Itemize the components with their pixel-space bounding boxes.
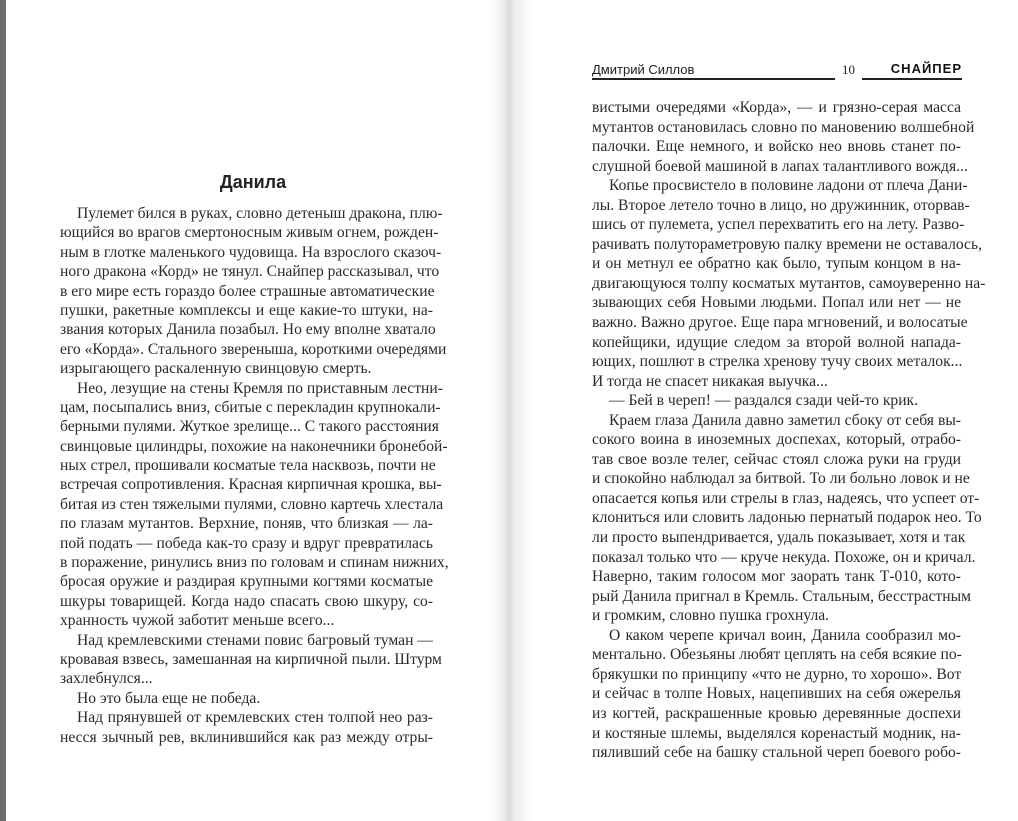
text-line: вистыми очередями «Корда», — и грязно-серая масса: [592, 99, 961, 116]
text-line: пой подать — победа как-то сразу и вдруг превратилась: [60, 534, 433, 552]
text-line: Над кремлевскими стенами повис багровый туман —: [77, 631, 433, 649]
text-line: опасается копья или стрелы в глаз, надеясь, что успеет от-: [592, 489, 980, 507]
text-line: кровавая взвесь, замешанная на кирпичной пыли. Штурм: [60, 650, 442, 668]
text-line: ного дракона «Корд» не тянул. Снайпер рассказывал, что: [60, 263, 440, 281]
text-line: его «Корда». Стального звереныша, короткими очередями: [60, 340, 447, 358]
text-line: Копье просвистело в половине ладони от плеча Дани-: [609, 177, 968, 195]
header-rule: [592, 78, 835, 80]
text-line: сокого воина в иноземных доспехах, который, отрабо-: [592, 431, 961, 449]
paragraph: [592, 98, 975, 176]
text-line: и сейчас в толпе Новых, нацепивших на себя ожерелья: [592, 685, 961, 703]
text-line: палочки. Еще немного, и войско нео вновь станет по-: [592, 138, 961, 156]
text-line: копейщики, идущие следом за второй волной напада-: [592, 333, 961, 351]
text-line: ли просто выпендривается, удаль показывает, хотя и так: [592, 529, 966, 547]
text-line: и костяные шлемы, выделялся коренастый модник, на-: [592, 724, 961, 742]
text-line: цам, посыпались вниз, сбитые с перекладин крупнокали-: [60, 398, 441, 416]
text-line: шкуры товарищей. Когда надо спасать свою шкуру, со-: [60, 592, 433, 610]
text-line: звания которых Данила позабыл. Но ему вполне хватало: [60, 321, 436, 339]
paragraph: [592, 626, 961, 763]
text-line: ющийся во врагов смертоносным живым огнем, рожден-: [60, 224, 439, 242]
running-header: [592, 60, 962, 80]
header-book-title: СНАЙПЕР: [890, 61, 962, 76]
text-line: тав свое возле телег, сейчас стоял сложа руки на груди: [592, 450, 961, 468]
text-line: захлебнулся...: [60, 670, 153, 688]
text-line: хранность чужой заботит меньше всего...: [60, 612, 335, 630]
text-line: битая из стен тяжелыми пулями, словно картечь хлестала: [60, 495, 444, 513]
text-line: Краем глаза Данила давно заметил сбоку от себя вы-: [609, 411, 961, 429]
text-line: ментально. Обезьяны любят цеплять на себя всякие по-: [592, 646, 962, 664]
text-line: по глазам мутантов. Верхние, поняв, что близкая — ла-: [60, 515, 433, 533]
text-line: несся зычный рев, вклинившийся как раз между отры-: [60, 728, 433, 746]
paragraph: [592, 411, 982, 626]
text-line: берными пулями. Жуткое зрелище... С такого расстояния: [60, 418, 439, 436]
text-line: Нео, лезущие на стены Кремля по приставным лестни-: [77, 379, 443, 397]
text-line: рый Данила пригнал в Кремль. Стальным, бесстрастным: [592, 587, 971, 605]
text-line: из когтей, раскрашенные кровью деревянные доспехи: [592, 704, 961, 722]
text-line: ным в глотке маленького чудовища. На взрослого сказоч-: [60, 243, 442, 261]
header-author: Дмитрий Силлов: [592, 62, 695, 77]
paragraph: [60, 708, 433, 747]
paragraph: [592, 391, 961, 411]
paragraph: [60, 631, 442, 689]
text-line: Наверно, таким голосом мог заорать танк Т-010, кото-: [592, 568, 961, 586]
text-line: в его мире есть гораздо более страшные автоматические: [60, 282, 435, 300]
text-line: и он метнул ее обратно как было, тупым концом в на-: [592, 255, 961, 273]
paragraph: [60, 204, 447, 379]
text-line: Над прянувшей от кремлевских стен толпой нео раз-: [77, 709, 433, 727]
header-rule: [862, 78, 962, 80]
text-line: брякушки по принципу «что не дурно, то хорошо». Вот: [592, 665, 962, 683]
text-line: Пулемет бился в руках, словно детеныш дракона, плю-: [77, 205, 443, 222]
text-line: бросая оружие и раздирая крупными когтями косматые: [60, 573, 433, 591]
text-line: двигающуюся толпу косматых мутантов, самоуверенно на-: [592, 274, 986, 292]
text-line: и громким, словно пушка грохнула.: [592, 607, 830, 625]
chapter-title: Данила: [219, 172, 287, 192]
text-line: важно. Важно другое. Еще пара мгновений, и волосатые: [592, 314, 968, 332]
text-line: клониться или словить ладонью пернатый подарок нео. То: [592, 509, 982, 527]
text-line: О каком черепе кричал воин, Данила сообразил мо-: [609, 626, 961, 644]
paragraph: [592, 176, 986, 391]
text-line: лы. Второе летело точно в лицо, но дружинник, оторвав-: [592, 196, 970, 214]
text-line: рачивать полутораметровую палку времени не оставалось,: [592, 235, 982, 253]
text-line: Но это была еще не победа.: [77, 689, 261, 707]
paragraph: [60, 379, 449, 631]
text-line: И тогда не спасет никакая выучка...: [592, 372, 828, 390]
text-line: мутантов остановилась словно по мановению волшебной: [592, 118, 975, 136]
text-line: встречая сопротивления. Красная кирпичная крошка, вы-: [60, 476, 442, 494]
text-line: свинцовые цилиндры, похожие на наконечники бронебой-: [60, 437, 448, 455]
page-number: 10: [842, 62, 855, 77]
text-line: в поражение, ринулись вниз по головам и спинам нижних,: [60, 554, 449, 572]
page-gutter: [488, 0, 532, 821]
text-line: шись от пулемета, успел перехватить его на лету. Разво-: [592, 216, 965, 234]
text-line: пушки, ракетные комплексы и еще какие-то штуки, на-: [60, 301, 433, 319]
text-line: пяливший себе на башку стальной череп боевого робо-: [592, 744, 961, 762]
paragraph: [60, 689, 433, 708]
text-line: и спокойно наблюдал за битвой. То ли больно ловок и не: [592, 470, 970, 488]
text-line: — Бей в череп! — раздался сзади чей-то крик.: [609, 392, 919, 410]
text-line: слушной боевой машиной в лапах талантливого вождя...: [592, 157, 968, 175]
text-line: ных стрел, прошивали косматые тела насквозь, почти не: [60, 457, 436, 475]
text-line: изрыгающего раскаленную свинцовую смерть.: [60, 360, 372, 378]
text-line: зывающих себя Новыми людьми. Попал или нет — не: [592, 294, 961, 312]
text-line: показал только что — круче некуда. Похоже, он и кричал.: [592, 548, 976, 566]
right-body-text: [592, 98, 986, 763]
text-line: ющих, пошлют в стрелка хренову тучу своих металок...: [592, 353, 963, 371]
left-body-text: [60, 204, 449, 747]
